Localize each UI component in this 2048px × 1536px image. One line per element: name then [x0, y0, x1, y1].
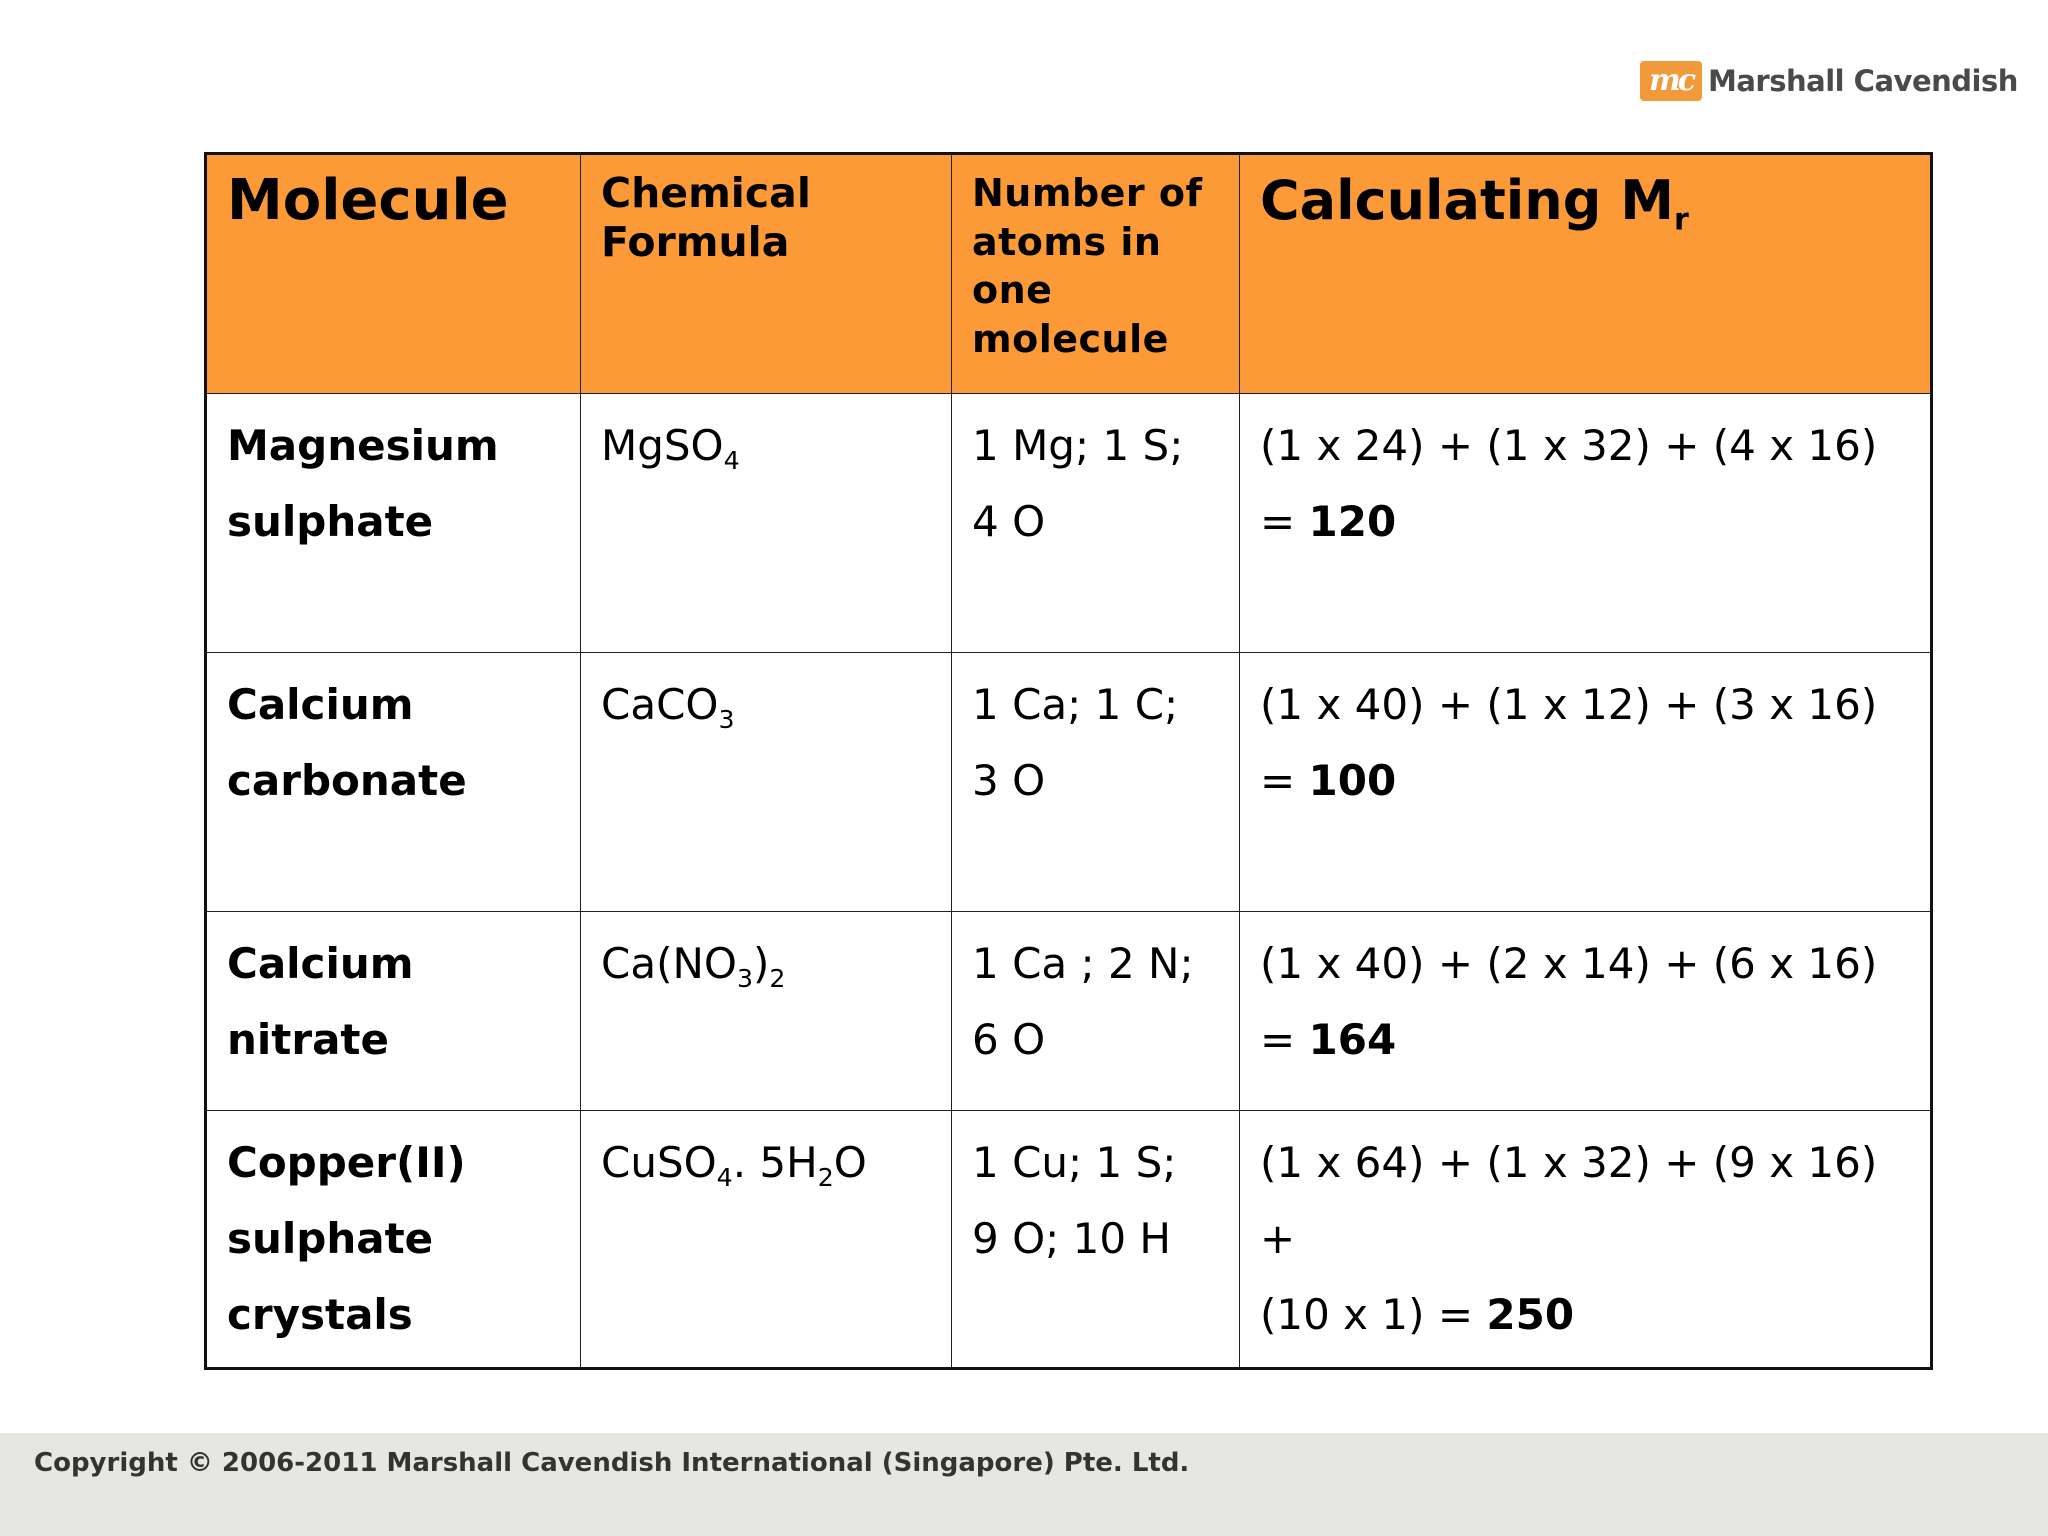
chemical-formula: $Ca(NO_3)_2$ — [581, 912, 952, 1111]
header-calc-text: Calculating M — [1260, 169, 1674, 232]
atom-count: 1 Cu; 1 S; 9 O; 10 H — [952, 1111, 1240, 1369]
table-row — [206, 394, 1932, 653]
mc-logo-mark: mc — [1640, 61, 1702, 101]
mr-calculation: (1 x 40) + (1 x 12) + (3 x 16) = 100 — [1240, 653, 1932, 912]
chemical-formula: CaCO$_3$ — [581, 653, 952, 912]
mr-result: 250 — [1486, 1290, 1575, 1339]
relative-molecular-mass-table — [204, 152, 1933, 1370]
atom-count: 1 Ca ; 2 N; 6 O — [952, 912, 1240, 1111]
table-row — [206, 912, 1932, 1111]
mr-result: 100 — [1308, 756, 1397, 805]
header-row — [206, 154, 1932, 394]
header-molecule: Molecule — [206, 154, 581, 394]
header-chemical-formula: Chemical Formula — [581, 154, 952, 394]
mr-calculation: (1 x 64) + (1 x 32) + (9 x 16) + (10 x 1) = 250 — [1240, 1111, 1932, 1369]
mr-result: 120 — [1308, 497, 1397, 546]
table-row — [206, 653, 1932, 912]
molecule-name: Copper(II) sulphate crystals — [206, 1111, 581, 1369]
publisher-name: Marshall Cavendish — [1708, 64, 2018, 98]
molecule-name: Calcium nitrate — [206, 912, 581, 1111]
chemical-formula: CuSO$_4$. $5H_2O$ — [581, 1111, 952, 1369]
molecule-name: Calcium carbonate — [206, 653, 581, 912]
mr-result: 164 — [1308, 1015, 1397, 1064]
chemical-formula: MgSO$_4$ — [581, 394, 952, 653]
mr-calculation: (1 x 40) + (2 x 14) + (6 x 16) = 164 — [1240, 912, 1932, 1111]
copyright-notice: Copyright © 2006-2011 Marshall Cavendish International (Singapore) Pte. Ltd. — [34, 1448, 1190, 1478]
table-row — [206, 1111, 1932, 1369]
molecule-name: Magnesium sulphate — [206, 394, 581, 653]
atom-count: 1 Mg; 1 S; 4 O — [952, 394, 1240, 653]
publisher-logo — [1640, 60, 2018, 102]
header-number-of-atoms: Number of atoms in one molecule — [952, 154, 1240, 394]
atom-count: 1 Ca; 1 C; 3 O — [952, 653, 1240, 912]
header-calc-subscript: r — [1673, 202, 1689, 238]
header-calculating-mr — [1240, 154, 1932, 394]
mr-calculation: (1 x 24) + (1 x 32) + (4 x 16) = 120 — [1240, 394, 1932, 653]
